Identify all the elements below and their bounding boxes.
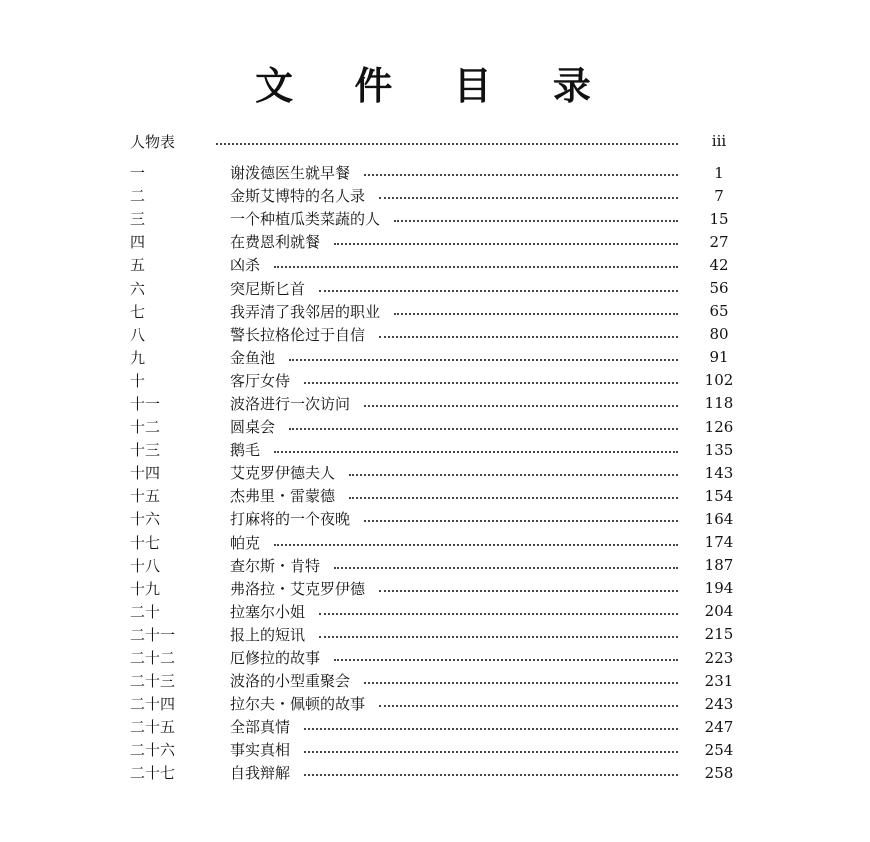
dot-leader [304,381,678,384]
dot-leader [364,519,678,522]
toc-row [130,623,742,646]
dot-leader [334,658,678,661]
dot-leader [319,612,678,615]
chapter-title: 警长拉格伦过于自信 [230,325,366,344]
toc-row [130,230,742,253]
toc-row [130,438,742,461]
chapter-page: 215 [704,625,734,644]
dot-leader [274,265,678,268]
chapter-number: 二十六 [130,741,176,760]
chapter-title: 波洛进行一次访问 [230,394,351,413]
front-matter-page: iii [711,132,727,150]
chapter-page: 254 [704,740,734,759]
chapter-page: 1 [714,163,724,182]
chapter-title: 金斯艾博特的名人录 [230,187,366,206]
chapter-title: 拉塞尔小姐 [230,602,306,621]
chapter-page: 27 [709,232,729,251]
chapter-number: 十四 [130,464,161,483]
chapter-number: 二十七 [130,764,176,783]
chapter-page: 194 [704,579,734,598]
chapter-title: 凶杀 [230,256,261,275]
chapter-page: 15 [709,209,729,228]
chapter-page: 102 [704,371,734,390]
chapter-title: 圆桌会 [230,418,276,437]
toc-row [130,600,742,623]
dot-leader [304,773,678,776]
chapter-number: 一 [130,164,146,183]
dot-leader [364,681,678,684]
toc-row [130,646,742,669]
chapter-title: 厄修拉的故事 [230,649,321,668]
toc-row [130,507,742,530]
chapter-number: 六 [130,279,146,298]
chapter-number: 十三 [130,441,161,460]
chapter-number: 十六 [130,510,161,529]
chapter-number: 三 [130,210,146,229]
chapter-title: 谢泼德医生就早餐 [230,164,351,183]
dot-leader [319,635,678,638]
chapter-title: 在费恩利就餐 [230,233,321,252]
toc-row [130,300,742,323]
toc-row [130,161,742,184]
chapter-title: 我弄清了我邻居的职业 [230,302,381,321]
chapter-title: 突尼斯匕首 [230,279,306,298]
chapter-title: 自我辩解 [230,764,291,783]
toc-row [130,346,742,369]
chapter-number: 八 [130,325,146,344]
chapter-number: 五 [130,256,146,275]
toc-row [130,323,742,346]
toc-row [130,276,742,299]
toc-row [130,253,742,276]
chapter-number: 二 [130,187,146,206]
front-matter-label: 人物表 [130,132,176,151]
chapter-number: 十二 [130,418,161,437]
dot-leader [289,358,678,361]
chapter-number: 二十四 [130,695,176,714]
dot-leader [349,496,678,499]
toc-row [130,738,742,761]
dot-leader [304,727,678,730]
dot-leader [349,473,678,476]
chapter-page: 80 [709,325,729,344]
dot-leader [334,242,678,245]
dot-leader [379,335,678,338]
page-title: 文 件 目 录 [255,63,615,108]
toc-row [130,484,742,507]
toc-row [130,554,742,577]
chapter-page: 223 [704,648,734,667]
dot-leader [364,173,678,176]
chapter-number: 十五 [130,487,161,506]
chapter-number: 四 [130,233,146,252]
chapter-title: 拉尔夫・佩顿的故事 [230,695,366,714]
dot-leader [274,543,678,546]
chapter-page: 258 [704,763,734,782]
chapter-number: 十八 [130,556,161,575]
dot-leader [304,750,678,753]
toc-row [130,369,742,392]
dot-leader [379,196,678,199]
chapter-title: 帕克 [230,533,261,552]
chapter-page: 231 [704,671,734,690]
chapter-title: 艾克罗伊德夫人 [230,464,336,483]
toc-row [130,715,742,738]
chapter-title: 查尔斯・肯特 [230,556,321,575]
toc-row [130,415,742,438]
chapter-title: 报上的短讯 [230,625,306,644]
toc-row [130,761,742,784]
chapter-number: 九 [130,348,146,367]
chapter-page: 126 [704,417,734,436]
chapter-page: 243 [704,694,734,713]
dot-leader [274,450,678,453]
chapter-page: 42 [709,255,729,274]
chapter-page: 187 [704,556,734,575]
chapter-title: 全部真情 [230,718,291,737]
dot-leader [364,404,678,407]
chapter-page: 118 [704,394,734,413]
chapter-number: 十九 [130,579,161,598]
chapter-title: 鹅毛 [230,441,261,460]
toc-row [130,392,742,415]
chapter-number: 二十 [130,602,161,621]
chapter-page: 91 [709,348,729,367]
chapter-number: 二十二 [130,649,176,668]
chapter-page: 247 [704,717,734,736]
toc-row [130,207,742,230]
toc-row [130,184,742,207]
chapter-page: 204 [704,602,734,621]
toc-row [130,669,742,692]
dot-leader [289,427,678,430]
chapter-title: 客厅女侍 [230,371,291,390]
dot-leader [334,566,678,569]
dot-leader [394,312,678,315]
dot-leader [379,589,678,592]
chapter-page: 135 [704,440,734,459]
chapter-number: 十 [130,371,146,390]
chapter-title: 打麻将的一个夜晚 [230,510,351,529]
chapter-number: 十七 [130,533,161,552]
chapter-number: 二十一 [130,625,176,644]
dot-leader [379,704,678,707]
chapter-title: 波洛的小型重聚会 [230,672,351,691]
chapter-page: 65 [709,302,729,321]
dot-leader [216,142,678,145]
toc-row [130,461,742,484]
chapter-number: 二十五 [130,718,176,737]
chapter-title: 一个种植瓜类菜蔬的人 [230,210,381,229]
chapter-number: 二十三 [130,672,176,691]
chapter-number: 七 [130,302,146,321]
toc-row [130,531,742,554]
chapter-page: 174 [704,533,734,552]
chapter-page: 164 [704,509,734,528]
toc-row [130,577,742,600]
chapter-title: 弗洛拉・艾克罗伊德 [230,579,366,598]
toc-row [130,692,742,715]
dot-leader [319,289,678,292]
chapter-title: 事实真相 [230,741,291,760]
table-of-contents [130,161,742,785]
chapter-page: 56 [709,279,729,298]
chapter-title: 杰弗里・雷蒙德 [230,487,336,506]
dot-leader [394,219,678,222]
chapter-number: 十一 [130,394,161,413]
chapter-page: 154 [704,486,734,505]
front-matter-entry [130,129,742,153]
chapter-page: 143 [704,463,734,482]
chapter-page: 7 [714,186,724,205]
chapter-title: 金鱼池 [230,348,276,367]
